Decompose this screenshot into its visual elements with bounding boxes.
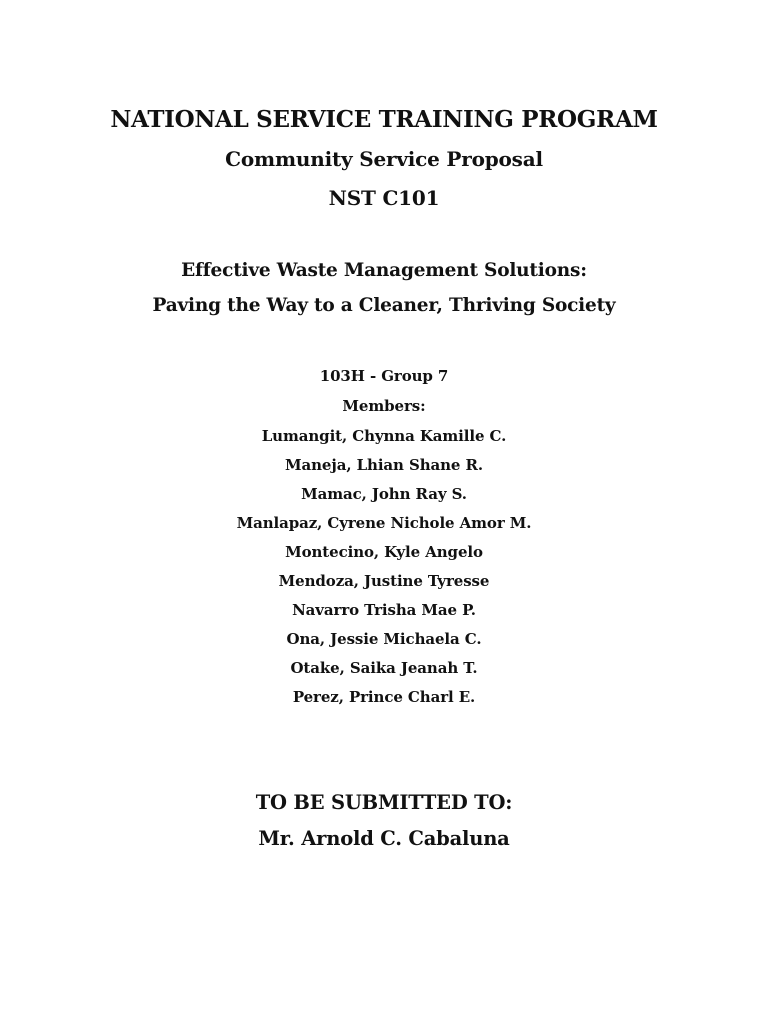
- members-label: Members:: [342, 397, 426, 415]
- program-title: NATIONAL SERVICE TRAINING PROGRAM: [110, 106, 658, 133]
- member-name: Navarro Trisha Mae P.: [292, 601, 476, 619]
- member-name: Montecino, Kyle Angelo: [285, 543, 483, 561]
- member-name: Maneja, Lhian Shane R.: [285, 456, 483, 474]
- proposal-type: Community Service Proposal: [225, 147, 543, 171]
- group-label: 103H - Group 7: [319, 367, 449, 385]
- member-name: Perez, Prince Charl E.: [292, 688, 476, 706]
- submitted-to-label: TO BE SUBMITTED TO:: [255, 791, 513, 814]
- member-name: Lumangit, Chynna Kamille C.: [261, 427, 507, 445]
- project-title-line-1: Effective Waste Management Solutions:: [181, 260, 587, 281]
- member-name: Mendoza, Justine Tyresse: [278, 572, 490, 590]
- member-name: Mamac, John Ray S.: [301, 485, 467, 503]
- member-name: Manlapaz, Cyrene Nichole Amor M.: [236, 514, 532, 532]
- submitted-to-name: Mr. Arnold C. Cabaluna: [258, 827, 510, 850]
- project-title-line-2: Paving the Way to a Cleaner, Thriving Society: [152, 295, 616, 316]
- member-name: Otake, Saika Jeanah T.: [290, 659, 478, 677]
- course-code: NST C101: [328, 186, 440, 210]
- member-name: Ona, Jessie Michaela C.: [286, 630, 482, 648]
